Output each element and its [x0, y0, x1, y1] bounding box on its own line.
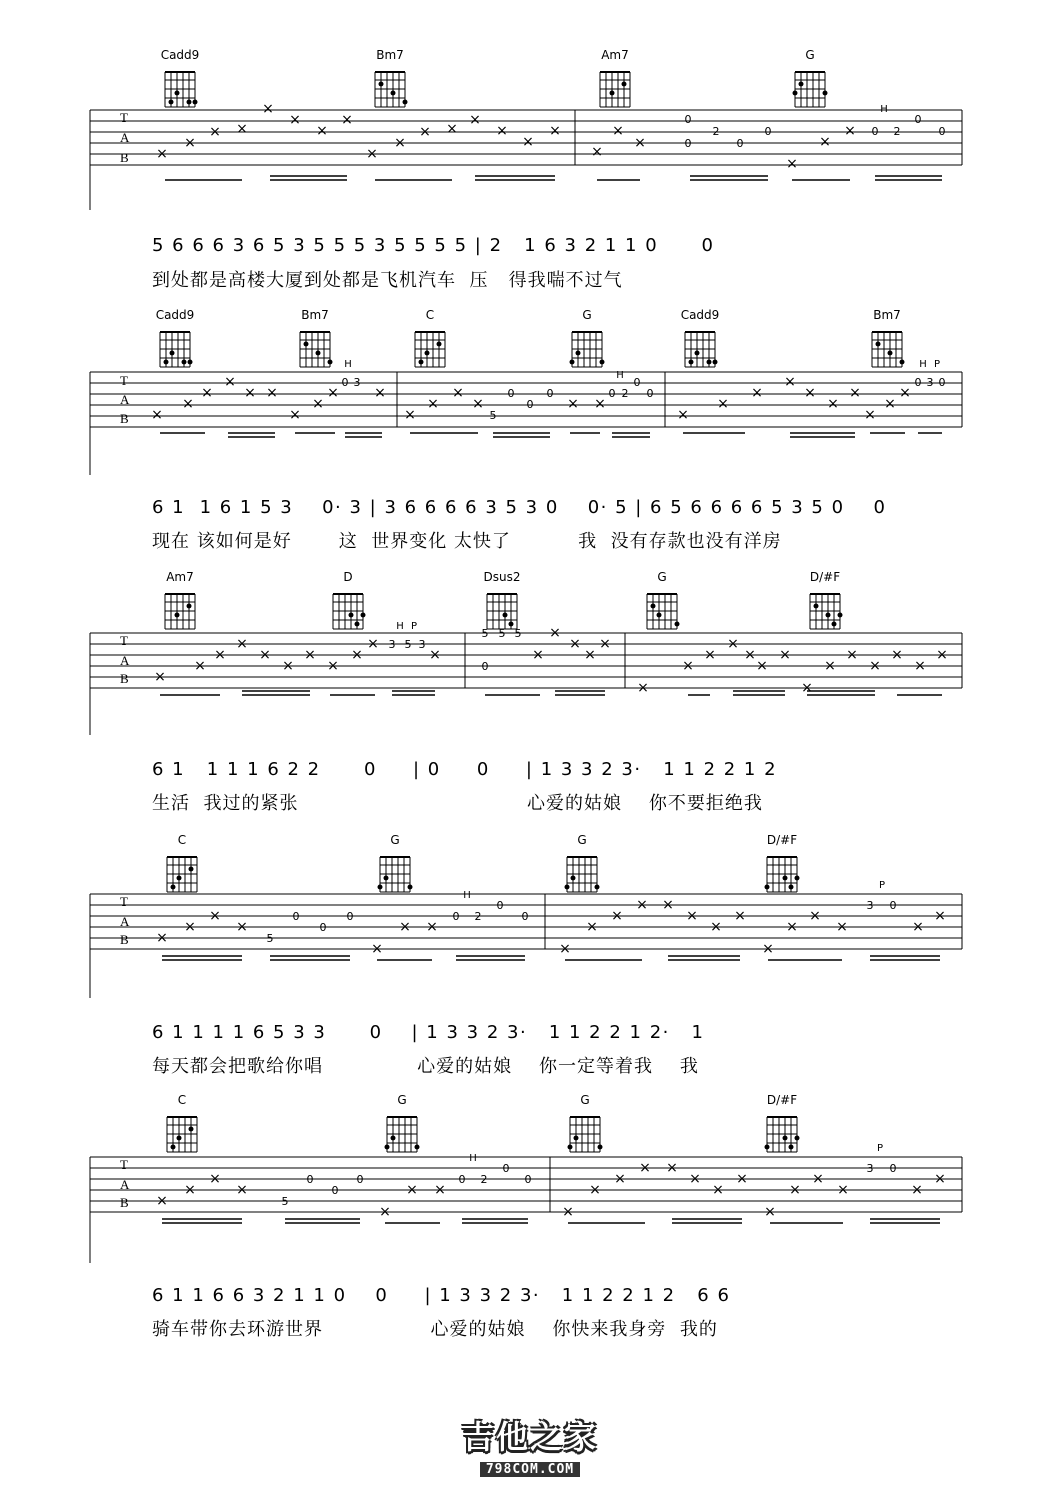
chord-name: C [177, 1093, 187, 1107]
svg-text:×: × [789, 1182, 801, 1198]
svg-text:×: × [704, 647, 716, 663]
svg-text:5: 5 [404, 638, 412, 651]
svg-text:×: × [689, 1171, 701, 1187]
svg-text:×: × [366, 146, 378, 162]
score-system-1 [0, 40, 1050, 300]
svg-text:×: × [304, 647, 316, 663]
svg-text:×: × [784, 374, 796, 390]
svg-text:×: × [262, 101, 274, 117]
svg-text:×: × [586, 919, 598, 935]
svg-text:×: × [406, 1182, 418, 1198]
svg-text:B: B [120, 411, 129, 426]
svg-text:B: B [120, 1195, 129, 1210]
svg-text:×: × [469, 112, 481, 128]
numbered-notation: 6 1 1 6 1 5 3 0· 3 | 3 6 6 6 6 3 5 3 0 0· 5 | 6 5 6 6 6 6 5 3 5 0 0 [152, 497, 887, 518]
svg-text:×: × [496, 123, 508, 139]
svg-text:5: 5 [514, 627, 522, 640]
svg-text:×: × [379, 1204, 391, 1220]
svg-text:0: 0 [646, 387, 654, 400]
svg-text:0: 0 [889, 1162, 897, 1175]
chord-name: Bm7 [376, 48, 404, 62]
svg-text:×: × [594, 396, 606, 412]
svg-text:0: 0 [346, 910, 354, 923]
svg-text:×: × [812, 1171, 824, 1187]
svg-text:P: P [933, 359, 941, 370]
svg-text:×: × [736, 1171, 748, 1187]
svg-text:×: × [156, 1193, 168, 1209]
svg-text:×: × [804, 385, 816, 401]
svg-text:A: A [120, 1177, 130, 1192]
svg-text:3: 3 [418, 638, 426, 651]
svg-text:×: × [717, 396, 729, 412]
svg-text:×: × [327, 385, 339, 401]
svg-text:×: × [289, 407, 301, 423]
svg-text:×: × [282, 658, 294, 674]
svg-text:×: × [374, 385, 386, 401]
svg-text:×: × [184, 135, 196, 151]
svg-text:×: × [712, 1182, 724, 1198]
lyrics-line: 生活 我过的紧张 心爱的姑娘 你不要拒绝我 [152, 793, 763, 814]
site-logo [455, 1412, 605, 1477]
svg-text:×: × [567, 396, 579, 412]
svg-text:×: × [727, 636, 739, 652]
svg-text:P: P [878, 880, 886, 891]
svg-text:0: 0 [292, 910, 300, 923]
svg-text:×: × [429, 647, 441, 663]
svg-text:×: × [786, 156, 798, 172]
svg-text:×: × [351, 647, 363, 663]
svg-text:×: × [849, 385, 861, 401]
chord-name: Cadd9 [155, 308, 195, 322]
svg-text:×: × [751, 385, 763, 401]
svg-text:H: H [396, 621, 404, 632]
svg-text:×: × [201, 385, 213, 401]
numbered-notation: 5 6 6 6 3 6 5 3 5 5 5 3 5 5 5 5 | 2 1 6 3 2 1 1 0 0 [152, 235, 715, 256]
lyrics-line: 骑车带你去环游世界 心爱的姑娘 你快来我身旁 我的 [152, 1319, 718, 1340]
svg-text:×: × [636, 897, 648, 913]
svg-text:×: × [911, 1182, 923, 1198]
svg-text:2: 2 [480, 1173, 488, 1186]
svg-text:×: × [549, 625, 561, 641]
svg-text:T: T [120, 1157, 128, 1172]
svg-text:3: 3 [926, 376, 934, 389]
svg-text:×: × [156, 930, 168, 946]
svg-text:×: × [936, 647, 948, 663]
svg-text:T: T [120, 110, 128, 125]
svg-text:×: × [236, 1182, 248, 1198]
svg-text:×: × [236, 919, 248, 935]
svg-text:×: × [549, 123, 561, 139]
svg-text:×: × [912, 919, 924, 935]
svg-text:0: 0 [319, 921, 327, 934]
svg-text:A: A [120, 653, 130, 668]
svg-text:×: × [846, 647, 858, 663]
svg-text:0: 0 [458, 1173, 466, 1186]
svg-text:×: × [559, 941, 571, 957]
chord-name: D/#F [809, 570, 841, 584]
svg-text:3: 3 [866, 899, 874, 912]
svg-text:0: 0 [684, 137, 692, 150]
svg-text:0: 0 [341, 376, 349, 389]
svg-text:×: × [819, 134, 831, 150]
chord-name: G [577, 833, 587, 847]
chord-name: D [343, 570, 353, 584]
svg-text:×: × [446, 121, 458, 137]
score-system-5 [0, 1093, 1050, 1353]
svg-text:×: × [452, 385, 464, 401]
svg-text:0: 0 [546, 387, 554, 400]
svg-text:×: × [236, 636, 248, 652]
svg-text:×: × [244, 385, 256, 401]
svg-text:×: × [614, 1171, 626, 1187]
svg-text:×: × [744, 647, 756, 663]
svg-text:×: × [611, 908, 623, 924]
svg-text:×: × [710, 919, 722, 935]
svg-text:×: × [259, 647, 271, 663]
svg-text:×: × [612, 123, 624, 139]
chord-name: Dsus2 [483, 570, 521, 584]
chord-name: G [582, 308, 592, 322]
chord-name: Cadd9 [160, 48, 200, 62]
svg-text:×: × [637, 680, 649, 696]
svg-text:×: × [472, 396, 484, 412]
svg-text:H: H [880, 104, 888, 115]
svg-text:×: × [399, 919, 411, 935]
chord-name: G [397, 1093, 407, 1107]
score-system-4 [0, 828, 1050, 1088]
numbered-notation: 6 1 1 1 1 6 2 2 0 | 0 0 | 1 3 3 2 3· 1 1 2 2 1 2 [152, 759, 778, 780]
svg-text:0: 0 [507, 387, 515, 400]
svg-text:×: × [327, 658, 339, 674]
chord-name: G [390, 833, 400, 847]
svg-text:2: 2 [474, 910, 482, 923]
chord-name: Bm7 [301, 308, 329, 322]
svg-text:0: 0 [684, 113, 692, 126]
tab-staff [0, 305, 1050, 475]
svg-text:×: × [666, 1160, 678, 1176]
chord-name: G [657, 570, 667, 584]
svg-text:×: × [367, 636, 379, 652]
svg-text:3: 3 [353, 376, 361, 389]
svg-text:P: P [876, 1143, 884, 1154]
svg-text:×: × [184, 919, 196, 935]
score-system-2 [0, 305, 1050, 565]
tab-staff [0, 1093, 1050, 1263]
svg-text:H: H [919, 359, 927, 370]
svg-text:H: H [469, 1153, 477, 1164]
numbered-notation: 6 1 1 1 1 6 5 3 3 0 | 1 3 3 2 3· 1 1 2 2 1 2· 1 [152, 1022, 705, 1043]
svg-text:0: 0 [524, 1173, 532, 1186]
svg-text:A: A [120, 392, 130, 407]
svg-text:×: × [884, 396, 896, 412]
svg-text:×: × [756, 658, 768, 674]
svg-text:×: × [677, 407, 689, 423]
svg-text:×: × [151, 407, 163, 423]
svg-text:2: 2 [621, 387, 629, 400]
svg-text:×: × [779, 647, 791, 663]
logo-url: 798COM.COM [480, 1462, 580, 1477]
svg-text:×: × [864, 407, 876, 423]
svg-text:3: 3 [388, 638, 396, 651]
svg-text:×: × [682, 658, 694, 674]
svg-text:B: B [120, 932, 129, 947]
chord-name: Bm7 [873, 308, 901, 322]
svg-text:×: × [934, 1171, 946, 1187]
svg-text:×: × [154, 669, 166, 685]
svg-text:×: × [634, 135, 646, 151]
svg-text:×: × [434, 1182, 446, 1198]
chord-name: C [177, 833, 187, 847]
svg-text:0: 0 [452, 910, 460, 923]
lyrics-line: 每天都会把歌给你唱 心爱的姑娘 你一定等着我 我 [152, 1056, 699, 1077]
svg-text:×: × [266, 385, 278, 401]
svg-text:×: × [662, 897, 674, 913]
svg-text:0: 0 [764, 125, 772, 138]
svg-text:0: 0 [938, 376, 946, 389]
chord-name: D/#F [766, 1093, 798, 1107]
svg-text:0: 0 [481, 660, 489, 673]
svg-text:×: × [404, 407, 416, 423]
svg-text:T: T [120, 894, 128, 909]
chord-name: Cadd9 [680, 308, 720, 322]
svg-text:×: × [427, 396, 439, 412]
svg-text:B: B [120, 671, 129, 686]
svg-text:×: × [312, 396, 324, 412]
svg-text:0: 0 [356, 1173, 364, 1186]
svg-text:5: 5 [281, 1195, 289, 1208]
svg-text:×: × [836, 919, 848, 935]
svg-text:×: × [316, 123, 328, 139]
svg-text:×: × [584, 647, 596, 663]
svg-text:×: × [591, 144, 603, 160]
lyrics-line: 到处都是高楼大厦到处都是飞机汽车 压 得我喘不过气 [152, 270, 623, 291]
svg-text:×: × [934, 908, 946, 924]
svg-text:0: 0 [889, 899, 897, 912]
svg-text:×: × [589, 1182, 601, 1198]
svg-text:H: H [616, 370, 624, 381]
svg-text:A: A [120, 130, 130, 145]
svg-text:×: × [182, 396, 194, 412]
chord-name: Am7 [166, 570, 194, 584]
svg-text:×: × [194, 658, 206, 674]
svg-text:B: B [120, 150, 129, 165]
svg-text:×: × [599, 636, 611, 652]
score-system-3 [0, 565, 1050, 825]
svg-text:×: × [184, 1182, 196, 1198]
svg-text:5: 5 [498, 627, 506, 640]
svg-text:×: × [734, 908, 746, 924]
svg-text:H: H [463, 890, 471, 901]
svg-text:×: × [236, 121, 248, 137]
svg-text:×: × [522, 134, 534, 150]
svg-text:0: 0 [608, 387, 616, 400]
svg-text:P: P [410, 621, 418, 632]
svg-text:T: T [120, 373, 128, 388]
svg-text:×: × [289, 112, 301, 128]
svg-text:×: × [869, 658, 881, 674]
svg-text:×: × [824, 658, 836, 674]
svg-text:0: 0 [736, 137, 744, 150]
svg-text:5: 5 [489, 409, 497, 422]
chord-name: Am7 [601, 48, 629, 62]
svg-text:×: × [891, 647, 903, 663]
svg-text:×: × [899, 385, 911, 401]
svg-text:×: × [394, 135, 406, 151]
tab-staff [0, 40, 1050, 210]
svg-text:×: × [156, 146, 168, 162]
svg-text:5: 5 [266, 932, 274, 945]
svg-text:2: 2 [893, 125, 901, 138]
svg-text:×: × [209, 1171, 221, 1187]
svg-text:×: × [371, 941, 383, 957]
svg-text:0: 0 [331, 1184, 339, 1197]
tab-staff [0, 565, 1050, 735]
lyrics-line: 现在 该如何是好 这 世界变化 太快了 我 没有存款也没有洋房 [152, 531, 782, 552]
svg-text:×: × [844, 123, 856, 139]
chord-name: C [425, 308, 435, 322]
chord-name: G [580, 1093, 590, 1107]
svg-text:×: × [764, 1204, 776, 1220]
svg-text:×: × [419, 124, 431, 140]
svg-text:×: × [426, 919, 438, 935]
svg-text:×: × [914, 658, 926, 674]
svg-text:0: 0 [871, 125, 879, 138]
svg-text:×: × [569, 636, 581, 652]
svg-text:0: 0 [306, 1173, 314, 1186]
svg-text:×: × [209, 124, 221, 140]
svg-text:×: × [837, 1182, 849, 1198]
svg-text:0: 0 [526, 398, 534, 411]
svg-text:×: × [209, 908, 221, 924]
logo-text: 吉他之家 [461, 1418, 598, 1456]
svg-text:×: × [686, 908, 698, 924]
svg-text:0: 0 [914, 113, 922, 126]
svg-text:×: × [801, 680, 813, 696]
svg-text:×: × [809, 908, 821, 924]
chord-name: D/#F [766, 833, 798, 847]
svg-text:×: × [639, 1160, 651, 1176]
svg-text:×: × [532, 647, 544, 663]
svg-text:0: 0 [521, 910, 529, 923]
numbered-notation: 6 1 1 6 6 3 2 1 1 0 0 | 1 3 3 2 3· 1 1 2 2 1 2 6 6 [152, 1285, 731, 1306]
svg-text:T: T [120, 633, 128, 648]
svg-text:5: 5 [481, 627, 489, 640]
tab-staff [0, 828, 1050, 998]
svg-text:0: 0 [938, 125, 946, 138]
svg-text:H: H [344, 359, 352, 370]
svg-text:2: 2 [712, 125, 720, 138]
svg-text:3: 3 [866, 1162, 874, 1175]
svg-text:×: × [786, 919, 798, 935]
svg-text:0: 0 [496, 899, 504, 912]
svg-text:×: × [341, 112, 353, 128]
svg-text:×: × [827, 396, 839, 412]
svg-text:×: × [562, 1204, 574, 1220]
chord-name: G [805, 48, 815, 62]
svg-text:0: 0 [914, 376, 922, 389]
svg-text:0: 0 [502, 1162, 510, 1175]
svg-text:×: × [762, 941, 774, 957]
svg-text:A: A [120, 914, 130, 929]
svg-text:×: × [224, 374, 236, 390]
svg-text:×: × [214, 647, 226, 663]
svg-text:0: 0 [633, 376, 641, 389]
